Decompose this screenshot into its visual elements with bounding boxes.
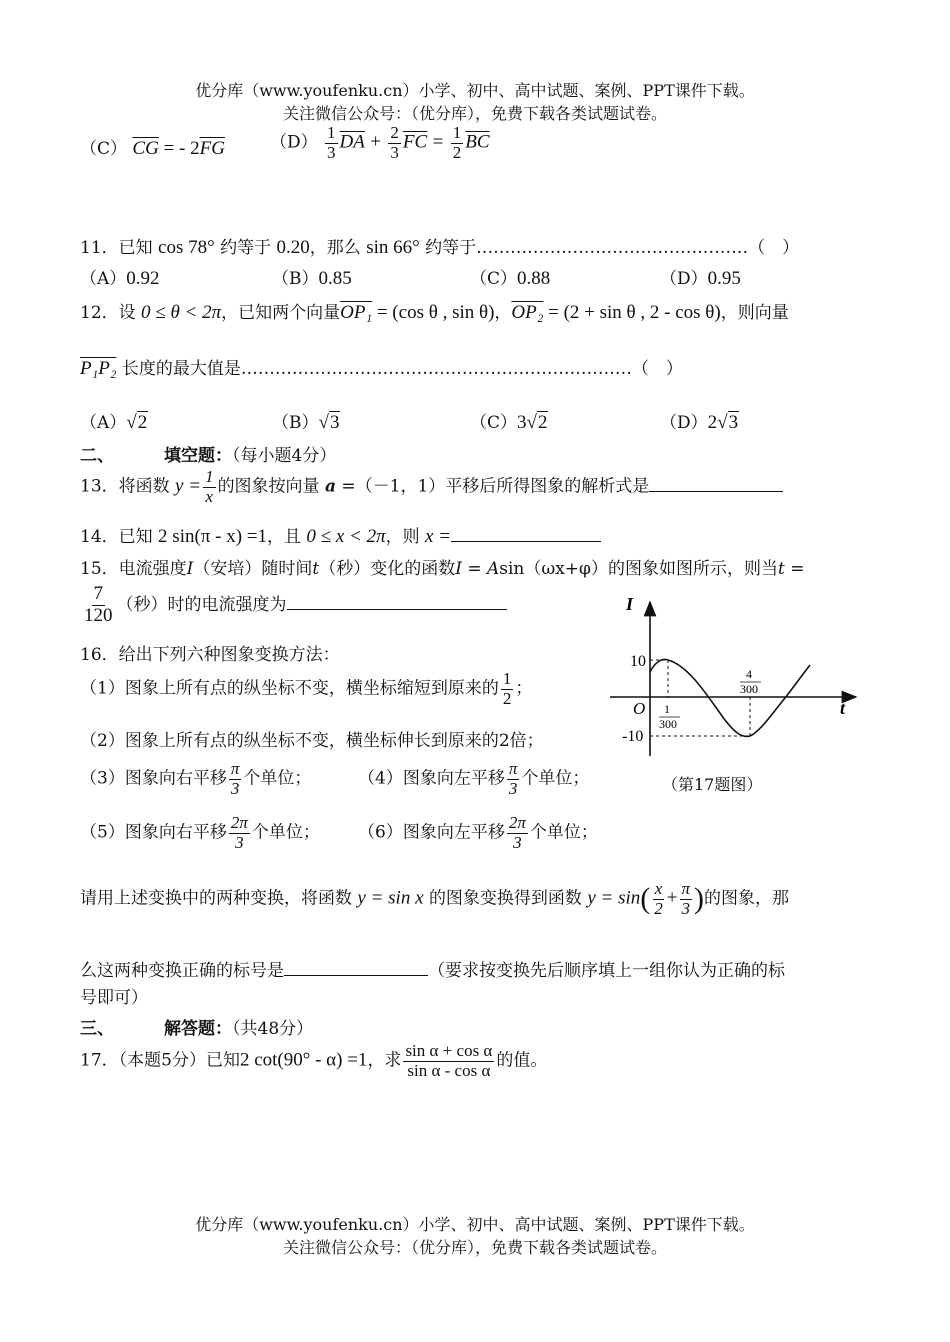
q16-ask2: 的图象变换得到函数	[428, 888, 582, 909]
graph-y-min: -10	[622, 728, 644, 745]
q15-func2: sin（ωx+φ）	[499, 559, 608, 579]
page-header-line2: 关注微信公众号：（优分库），免费下载各类试题试卷。	[282, 104, 667, 123]
q16-item3	[80, 760, 311, 798]
q16-item1-num: 1	[502, 669, 512, 688]
q12-d-pre: 2	[707, 412, 718, 433]
q16-item4-num: π	[508, 759, 518, 778]
q16-item3-frac	[229, 760, 242, 798]
q12-a-label: （A）	[80, 413, 127, 433]
graph-caption: （第17题图）	[662, 775, 763, 794]
q11-option-c	[470, 264, 550, 290]
q16-ask-line1: 请用上述变换中的两种变换，将函数 y = sin x 的图象变换得到函数 y = sin( $\frac{x}{2}$ + $\frac{\pi}{3}$ )的图象，那	[80, 879, 790, 918]
q16-f2-den1: 2	[654, 898, 663, 918]
q12-cond: 0 ≤ θ < 2π	[141, 302, 222, 323]
q17-frac	[403, 1042, 494, 1080]
q16-item6	[358, 814, 598, 852]
q10-option-d	[270, 124, 490, 162]
q12-d-label: （D）	[660, 413, 708, 433]
q13-text2: 的图象按向量	[217, 476, 320, 497]
q16-item1-den: 2	[502, 688, 512, 708]
q11-d-value: 0.95	[707, 268, 741, 289]
q10-d-frac1-den: 3	[327, 142, 336, 162]
q10-d-frac3-den: 2	[452, 142, 462, 162]
q14-x: x =	[425, 526, 452, 547]
q14-text1: 已知	[118, 527, 153, 547]
q11-a-label: （A）	[80, 269, 127, 289]
q10-d-frac2-num: 2	[390, 123, 399, 142]
q17-frac-num: sin α + cos α	[405, 1041, 493, 1060]
q12-paren: （ ）	[631, 359, 683, 379]
q16-item4-den: 3	[508, 778, 518, 798]
q12-stem-line2	[80, 354, 683, 380]
q16-item4-end: 个单位；	[521, 768, 590, 789]
q16-item1-frac	[501, 670, 514, 708]
q17-text2: ，求	[367, 1050, 402, 1071]
graph-origin: O	[633, 699, 646, 718]
q16-item6-end: 个单位；	[529, 822, 598, 843]
q12-c-label: （C）	[470, 413, 518, 433]
q16-item3-den: 3	[230, 778, 240, 798]
q11-text1: 已知	[118, 238, 153, 258]
graph-t1-den: 300	[659, 717, 677, 731]
q14-number: 14．	[80, 527, 119, 547]
q11-b-label: （B）	[272, 269, 319, 289]
q12-option-b: （B）√3	[272, 412, 340, 433]
section3-note: （共48分）	[232, 1019, 314, 1039]
q16-item4-frac	[507, 760, 520, 798]
section2-note: （每小题4分）	[232, 446, 337, 466]
q12-vec3: P₁P₂	[80, 358, 117, 379]
q16-f2-plus: +	[666, 887, 678, 909]
q11-c-label: （C）	[470, 269, 518, 289]
q16-f2a: y = sin	[587, 887, 641, 909]
q16-number: 16．	[80, 645, 119, 665]
q11-number: 11．	[80, 238, 119, 258]
q13-text3: =（－1，1）平移后所得图象的解析式是	[341, 476, 650, 497]
q16-item6-num: 2π	[508, 813, 526, 832]
q15-frac	[82, 584, 115, 627]
graph-y-label: I	[626, 594, 634, 614]
q12-vec1: OP₁	[340, 302, 373, 323]
q15-number: 15．	[80, 559, 119, 579]
q10-d-eq: =	[432, 131, 444, 153]
q14-answer-blank[interactable]	[451, 541, 601, 542]
q16-item3-text: （3）图象向右平移	[80, 768, 227, 789]
q14-cond: 0 ≤ x < 2π	[306, 526, 386, 547]
q15-frac-den: 120	[84, 604, 113, 626]
q11-d-label: （D）	[660, 269, 708, 289]
section2-number: 二、	[80, 446, 114, 466]
q16-ask1: 请用上述变换中的两种变换，将函数	[80, 888, 352, 909]
q16-item3-end: 个单位；	[243, 768, 312, 789]
q16-item5	[80, 814, 320, 852]
section3-heading	[80, 1014, 313, 1039]
q12-vec2: OP₂	[511, 302, 544, 323]
q16-ask4: 么这两种变换正确的标号是	[80, 961, 284, 981]
q15-func: I = A	[455, 559, 500, 579]
q14-text3: ，则	[385, 527, 420, 547]
q14-expr: 2 sin(π - x) =1	[158, 526, 268, 547]
q16-f2-num2: π	[681, 879, 691, 898]
q15-text1: 电流强度	[118, 559, 187, 579]
q12-b-label: （B）	[272, 413, 319, 433]
q17-text3: 的值。	[496, 1050, 548, 1071]
q11-option-b	[272, 264, 352, 290]
q15-I: I	[186, 559, 194, 579]
q11-text4: 约等于…………………………………………	[425, 238, 749, 258]
q12-text1: 设	[118, 303, 136, 323]
q12-d-rad: 3	[728, 412, 739, 433]
q16-item3-num: π	[230, 759, 240, 778]
q16-item4-text: （4）图象向左平移	[358, 768, 505, 789]
q13-answer-blank[interactable]	[649, 491, 783, 492]
q11-a-value: 0.92	[126, 268, 160, 289]
q16-item5-text: （5）图象向右平移	[80, 822, 227, 843]
page-header-line1: 优分库（www.youfenku.cn）小学、初中、高中试题、案例、PPT课件下载。	[195, 81, 755, 100]
q11-option-d	[660, 264, 741, 290]
q12-c-pre: 3	[517, 412, 527, 433]
q13	[80, 468, 783, 506]
q16-ask3: 的图象，那	[704, 888, 790, 909]
q13-frac	[203, 468, 216, 506]
q10-c-label: （C）	[80, 139, 128, 159]
q16-ask5: （要求按变换先后顺序填上一组你认为正确的标	[428, 961, 785, 981]
q16-item6-den: 3	[513, 832, 522, 852]
current-graph	[600, 590, 870, 760]
section3-number: 三、	[80, 1019, 114, 1039]
page-footer-line2: 关注微信公众号：（优分库），免费下载各类试题试卷。	[282, 1238, 667, 1257]
q16-item1-end: ；	[515, 678, 533, 699]
q16-item6-text: （6）图象向左平移	[358, 822, 505, 843]
q15-frac-num: 7	[93, 583, 103, 604]
q15-text3: （秒）变化的函数	[319, 559, 456, 579]
q10-c-vec1: $\overline{CG}$	[132, 138, 159, 159]
q16-answer-blank[interactable]	[284, 975, 428, 976]
q11-expr2: 0.20	[276, 237, 310, 258]
q10-d-vec1: $\overline{DA}$	[339, 131, 365, 153]
q16-f2-num1: x	[654, 879, 663, 898]
q16-item5-end: 个单位；	[251, 822, 320, 843]
q16-ask-line2	[80, 956, 785, 981]
q10-d-frac2	[388, 124, 401, 162]
q12-vec2-val: = (2 + sin θ , 2 - cos θ)	[543, 302, 721, 323]
q16-item5-num: 2π	[230, 813, 248, 832]
q12-b-rad: 3	[329, 412, 340, 433]
graph-x-label: t	[840, 698, 846, 718]
q13-frac-den: x	[205, 486, 214, 506]
graph-t1-num: 1	[664, 702, 670, 716]
q12-number: 12．	[80, 303, 119, 323]
q15-text2: （安培）随时间	[193, 559, 313, 579]
graph-t2-num: 4	[746, 667, 752, 681]
q10-d-frac1-num: 1	[327, 123, 336, 142]
q17	[80, 1042, 547, 1080]
q11-expr1: cos 78°	[158, 237, 215, 258]
page-footer-line1: 优分库（www.youfenku.cn）小学、初中、高中试题、案例、PPT课件下载。	[195, 1215, 755, 1234]
q15-text4: 的图象如图所示，则当	[607, 559, 778, 579]
q16-item1-text: （1）图象上所有点的纵坐标不变，横坐标缩短到原来的	[80, 678, 499, 699]
q12-text3: ，则向量	[720, 303, 789, 323]
section2-heading	[80, 441, 336, 466]
q17-text1: （本题5分）已知	[118, 1050, 240, 1071]
q10-d-frac3-num: 1	[452, 123, 462, 142]
graph-t2-den: 300	[740, 682, 758, 696]
section3-title: 解答题：	[164, 1019, 232, 1039]
q12-c-rad: 2	[537, 412, 548, 433]
q16-item1	[80, 670, 532, 708]
q13-number: 13．	[80, 476, 119, 497]
q16-item4	[358, 760, 589, 798]
section2-title: 填空题：	[164, 446, 232, 466]
q15-answer-blank[interactable]	[287, 609, 507, 610]
q11-expr3: sin 66°	[366, 237, 420, 258]
q16-ask-line3: 号即可）	[80, 988, 148, 1008]
q17-number: 17．	[80, 1050, 119, 1071]
q13-text1: 将函数	[118, 476, 170, 497]
q10-c-mid: = - 2	[158, 138, 200, 159]
q11-option-a	[80, 264, 160, 290]
q14	[80, 522, 601, 548]
q15-t: t	[312, 559, 320, 579]
q10-d-label: （D）	[270, 132, 318, 153]
q16-f2-den2: 3	[681, 898, 691, 918]
q16-f2-frac2	[680, 880, 693, 918]
q10-d-vec3: $\overline{BC}$	[465, 131, 490, 153]
q16-item2: （2）图象上所有点的纵坐标不变，横坐标伸长到原来的2倍；	[80, 731, 544, 751]
q17-frac-den: sin α - cos α	[407, 1060, 491, 1080]
q10-c-vec2: $\overline{FG}$	[199, 138, 225, 159]
q16-f2-frac1	[652, 880, 665, 918]
q12-stem-line1: 12．设 0 ≤ θ < 2π，已知两个向量OP₁ = (cos θ , sin θ)，OP₂ = (2 + sin θ , 2 - cos θ)，则向量	[80, 302, 789, 323]
q16-f1: y = sin x	[357, 887, 424, 909]
graph-y-max: 10	[630, 653, 646, 670]
q11-stem	[80, 233, 799, 259]
q12-option-c: （C）3√2	[470, 412, 548, 433]
q10-d-vec2: $\overline{FC}$	[402, 131, 428, 153]
q12-text4: 长度的最大值是……………………………………………………………	[121, 359, 632, 379]
q10-d-plus: +	[370, 131, 381, 153]
q12-vec1-val: = (cos θ , sin θ)	[372, 302, 495, 323]
q17-expr: 2 cot(90° - α) =1	[239, 1049, 368, 1071]
q15-line1	[80, 554, 804, 579]
q16-item5-frac	[229, 814, 250, 852]
q11-paren: （ ）	[748, 238, 800, 258]
q11-c-value: 0.88	[517, 268, 551, 289]
q15-text5: （秒）时的电流强度为	[116, 594, 287, 615]
q12-option-d: （D）2√3	[660, 412, 739, 433]
q16-intro	[80, 640, 340, 665]
q15-t2: t =	[777, 559, 805, 579]
q10-d-frac1	[325, 124, 338, 162]
q11-b-value: 0.85	[318, 268, 352, 289]
q12-a-rad: 2	[137, 412, 148, 433]
q13-y: y =	[175, 475, 202, 497]
q13-frac-num: 1	[205, 467, 214, 486]
q10-option-c	[80, 134, 225, 160]
q10-d-frac3	[451, 124, 464, 162]
q11-text2: 约等于	[220, 238, 272, 258]
q16-item6-frac	[507, 814, 528, 852]
q12-text2: ，已知两个向量	[221, 303, 341, 323]
q13-vec: a	[324, 476, 336, 497]
q10-d-frac2-den: 3	[390, 142, 399, 162]
q11-text3: ，那么	[309, 238, 361, 258]
q12-option-a: （A）√2	[80, 412, 148, 433]
q14-text2: ，且	[267, 527, 302, 547]
q16-item5-den: 3	[235, 832, 244, 852]
q15-line2	[80, 584, 507, 627]
q16-intro-text: 给出下列六种图象变换方法：	[118, 645, 340, 665]
